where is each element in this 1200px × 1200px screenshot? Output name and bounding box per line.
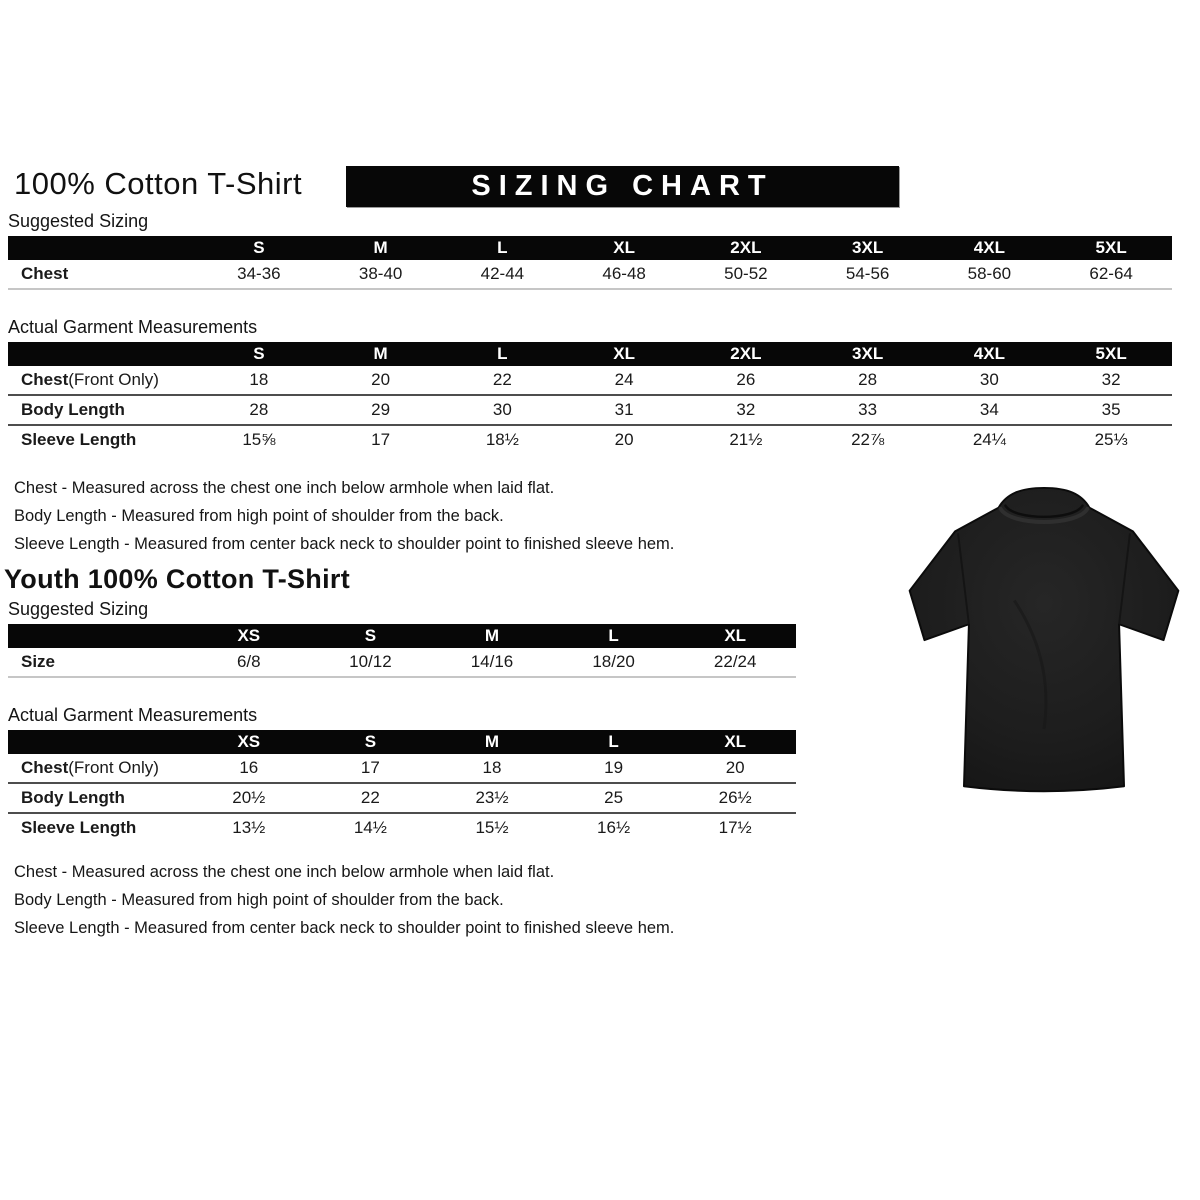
row-label-text: Chest: [21, 264, 69, 283]
measurement-cell: 62-64: [1050, 260, 1172, 290]
size-header-cell: 3XL: [807, 236, 929, 260]
measurement-cell: 18/20: [553, 648, 675, 678]
size-header-cell: M: [320, 342, 442, 366]
size-header-cell: XL: [674, 624, 796, 648]
row-label: [8, 812, 188, 842]
measurement-cell: 15½: [431, 812, 553, 842]
size-header-cell: 5XL: [1050, 342, 1172, 366]
measurement-cell: 17½: [674, 812, 796, 842]
measurement-cell: 19: [604, 758, 624, 777]
youth-suggested-sizing-label: Suggested Sizing: [8, 599, 149, 619]
measurement-cell: 6/8: [188, 648, 310, 678]
measurement-cell: 42-44: [442, 260, 564, 290]
size-header-cell: L: [442, 236, 564, 260]
row-label-text: Chest: [21, 758, 69, 777]
size-header-cell: XL: [674, 730, 796, 754]
measurement-cell: 20: [563, 424, 685, 454]
measurement-cell: 24: [614, 370, 634, 389]
size-header-cell: M: [431, 730, 553, 754]
measurement-cell: 34: [929, 394, 1051, 424]
note-chest: Chest - Measured across the chest one inch below armhole when laid flat.: [14, 863, 555, 881]
note-sleeve-length: Sleeve Length - Measured from center back neck to shoulder point to finished sleeve hem.: [14, 919, 675, 937]
measurement-cell: 13½: [188, 812, 310, 842]
measurement-cell: 14½: [310, 812, 432, 842]
measurement-cell: 32: [1101, 370, 1121, 389]
youth-suggested-sizing-table: [8, 624, 796, 678]
measurement-cell: 58-60: [929, 260, 1051, 290]
measurement-cell: 26: [736, 370, 756, 389]
size-header-cell: M: [431, 624, 553, 648]
measurement-cell: 31: [563, 394, 685, 424]
table-header-corner: [8, 342, 198, 366]
size-header-cell: 3XL: [807, 342, 929, 366]
youth-actual-measurements-label: Actual Garment Measurements: [8, 705, 258, 725]
note-body-length: Body Length - Measured from high point of shoulder from the back.: [14, 891, 504, 909]
measurement-cell: 30: [979, 370, 999, 389]
measurement-cell: 23½: [431, 782, 553, 812]
row-label-suffix: (Front Only): [68, 758, 159, 777]
note-body-length: Body Length - Measured from high point of shoulder from the back.: [14, 507, 504, 525]
size-header-cell: S: [198, 342, 320, 366]
sizing-chart-banner: SIZING CHART: [346, 166, 899, 207]
measurement-cell: 18½: [442, 424, 564, 454]
measurement-cell: 34-36: [198, 260, 320, 290]
row-label: [8, 394, 198, 424]
table-header-corner: [8, 624, 188, 648]
size-header-cell: XL: [563, 236, 685, 260]
page-title: 100% Cotton T-Shirt: [14, 166, 303, 201]
row-label: [8, 754, 188, 782]
measurement-cell: 10/12: [310, 648, 432, 678]
size-header-cell: XS: [188, 730, 310, 754]
measurement-cell: 14/16: [431, 648, 553, 678]
adult-actual-measurements-table: [8, 342, 1172, 454]
measurement-cell: 32: [685, 394, 807, 424]
size-header-cell: 2XL: [685, 342, 807, 366]
measurement-cell: 17: [320, 424, 442, 454]
row-label-text: Body Length: [21, 788, 125, 807]
row-label-text: Sleeve Length: [21, 430, 137, 449]
measurement-cell: 24¼: [929, 424, 1051, 454]
size-header-cell: 4XL: [929, 342, 1051, 366]
tshirt-body: [910, 488, 1179, 791]
measurement-cell: 16½: [553, 812, 675, 842]
youth-actual-measurements-table: [8, 730, 796, 842]
size-header-cell: S: [198, 236, 320, 260]
measurement-cell: 22: [492, 370, 512, 389]
size-header-cell: L: [442, 342, 564, 366]
measurement-cell: 22: [310, 782, 432, 812]
measurement-cell: 16: [239, 758, 259, 777]
size-header-cell: XL: [563, 342, 685, 366]
adult-suggested-sizing-table: [8, 236, 1172, 290]
measurement-cell: 35: [1050, 394, 1172, 424]
row-label-text: Sleeve Length: [21, 818, 137, 837]
row-label: [8, 782, 188, 812]
adult-suggested-sizing-label: Suggested Sizing: [8, 211, 149, 231]
row-label: [8, 424, 198, 454]
measurement-cell: 21½: [685, 424, 807, 454]
table-header-corner: [8, 730, 188, 754]
measurement-cell: 18: [249, 370, 269, 389]
measurement-cell: 25: [553, 782, 675, 812]
row-label-text: Size: [21, 652, 56, 671]
table-header-corner: [8, 236, 198, 260]
measurement-cell: 22⅞: [807, 424, 929, 454]
size-header-cell: L: [553, 624, 675, 648]
row-label: [8, 648, 188, 678]
measurement-cell: 28: [198, 394, 320, 424]
size-header-cell: 2XL: [685, 236, 807, 260]
measurement-cell: 54-56: [807, 260, 929, 290]
youth-page-title: Youth 100% Cotton T-Shirt: [4, 564, 350, 594]
row-label-text: Chest: [21, 370, 69, 389]
row-label: [8, 260, 198, 290]
measurement-cell: 33: [807, 394, 929, 424]
measurement-cell: 28: [858, 370, 878, 389]
measurement-cell: 50-52: [685, 260, 807, 290]
measurement-cell: 30: [442, 394, 564, 424]
measurement-cell: 46-48: [563, 260, 685, 290]
note-chest: Chest - Measured across the chest one inch below armhole when laid flat.: [14, 479, 555, 497]
measurement-cell: 20½: [188, 782, 310, 812]
size-header-cell: L: [553, 730, 675, 754]
header-row: [0, 164, 1200, 208]
measurement-cell: 15⅝: [198, 424, 320, 454]
measurement-cell: 17: [360, 758, 380, 777]
measurement-cell: 20: [725, 758, 745, 777]
size-header-cell: XS: [188, 624, 310, 648]
black-tshirt-photo: [893, 482, 1195, 808]
note-sleeve-length: Sleeve Length - Measured from center back neck to shoulder point to finished sleeve hem.: [14, 535, 675, 553]
size-header-cell: S: [310, 624, 432, 648]
measurement-cell: 20: [371, 370, 391, 389]
measurement-cell: 29: [320, 394, 442, 424]
youth-measurement-notes: [14, 858, 1200, 942]
row-label-suffix: (Front Only): [68, 370, 159, 389]
measurement-cell: 26½: [674, 782, 796, 812]
measurement-cell: 38-40: [320, 260, 442, 290]
size-header-cell: S: [310, 730, 432, 754]
row-label-text: Body Length: [21, 400, 125, 419]
measurement-cell: 22/24: [674, 648, 796, 678]
row-label: [8, 366, 198, 394]
measurement-cell: 18: [482, 758, 502, 777]
measurement-cell: 25⅓: [1050, 424, 1172, 454]
size-header-cell: M: [320, 236, 442, 260]
adult-actual-measurements-label: Actual Garment Measurements: [8, 317, 258, 337]
size-header-cell: 4XL: [929, 236, 1051, 260]
size-header-cell: 5XL: [1050, 236, 1172, 260]
